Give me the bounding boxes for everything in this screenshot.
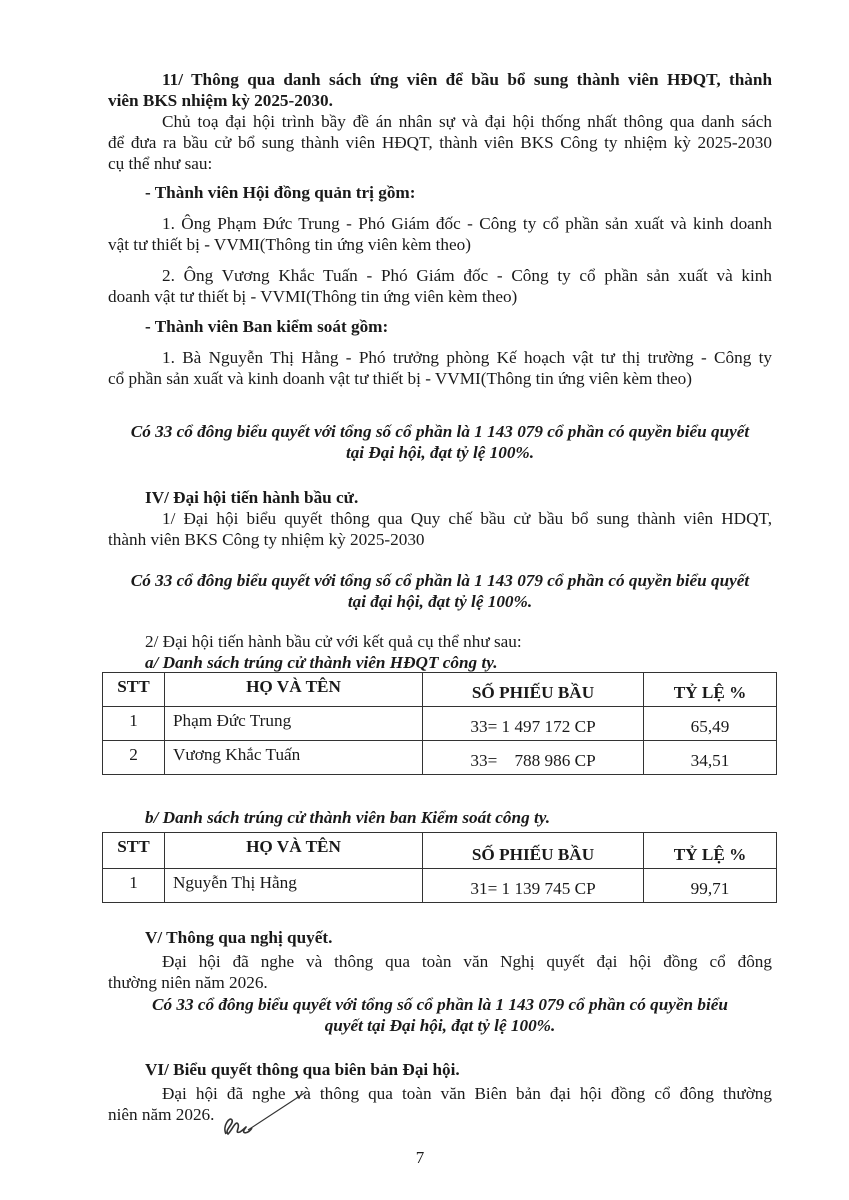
cell-stt: 1 <box>103 869 165 903</box>
section-iv-title: IV/ Đại hội tiến hành bầu cử. <box>145 488 359 507</box>
board-election-results-table <box>102 672 777 775</box>
cell-name: Vương Khắc Tuấn <box>165 741 423 775</box>
board-candidate-2-cont: doanh vật tư thiết bị - VVMI(Thông tin ứng viên kèm theo) <box>108 287 518 306</box>
table-row <box>103 869 777 903</box>
section-11-vote-result-cont: tại Đại hội, đạt tỷ lệ 100%. <box>345 443 535 462</box>
section-vi-body: Đại hội đã nghe và thông qua toàn văn Biên bản đại hội đồng cổ đông thường <box>162 1084 772 1103</box>
section-v-vote-result-cont: quyết tại Đại hội, đạt tỷ lệ 100%. <box>324 1016 556 1035</box>
board-members-heading: - Thành viên Hội đồng quản trị gồm: <box>145 183 416 202</box>
column-header-rate: TỶ LỆ % <box>644 833 777 869</box>
section-iv-vote-result-cont: tại đại hội, đạt tỷ lệ 100%. <box>347 592 533 611</box>
cell-stt: 1 <box>103 707 165 741</box>
table-a-title: a/ Danh sách trúng cử thành viên HĐQT công ty. <box>145 653 498 672</box>
section-11-vote-result: Có 33 cổ đông biểu quyết với tổng số cổ phần là 1 143 079 cổ phần có quyền biểu quyết <box>130 422 750 441</box>
column-header-votes: SỐ PHIẾU BẦU <box>423 833 644 869</box>
section-iv-item-2: 2/ Đại hội tiến hành bầu cử với kết quả cụ thể như sau: <box>145 632 522 651</box>
section-iv-item-1: 1/ Đại hội biểu quyết thông qua Quy chế bầu cử bầu bổ sung thành viên HDQT, <box>162 509 772 528</box>
section-vi-title: VI/ Biểu quyết thông qua biên bản Đại hội. <box>145 1060 460 1079</box>
cell-rate: 34,51 <box>644 741 777 775</box>
section-iv-vote-result: Có 33 cổ đông biểu quyết với tổng số cổ phần là 1 143 079 cổ phần có quyền biểu quyết <box>130 571 750 590</box>
section-v-title: V/ Thông qua nghị quyết. <box>145 928 333 947</box>
table-header-row <box>103 673 777 707</box>
table-row <box>103 741 777 775</box>
page-number: 7 <box>415 1148 425 1167</box>
cell-rate: 99,71 <box>644 869 777 903</box>
handwritten-initials-signature <box>218 1090 308 1140</box>
section-11-title: 11/ Thông qua danh sách ứng viên để bầu bổ sung thành viên HĐQT, thành <box>162 70 772 89</box>
section-11-title-cont: viên BKS nhiệm kỳ 2025-2030. <box>108 91 333 110</box>
section-v-body-cont: thường niên năm 2026. <box>108 973 268 992</box>
column-header-name: HỌ VÀ TÊN <box>165 673 423 707</box>
section-11-intro-cont: để đưa ra bầu cử bổ sung thành viên HĐQT, thành viên BKS Công ty nhiệm kỳ 2025-2030 <box>108 133 772 152</box>
cell-votes: 33= 788 986 CP <box>423 741 644 775</box>
cell-rate: 65,49 <box>644 707 777 741</box>
section-11-intro-end: cụ thể như sau: <box>108 154 213 173</box>
section-v-vote-result: Có 33 cổ đông biểu quyết với tổng số cổ phần là 1 143 079 cổ phần có quyền biểu <box>152 995 728 1014</box>
section-v-body: Đại hội đã nghe và thông qua toàn văn Nghị quyết đại hội đồng cổ đông <box>162 952 772 971</box>
supervisory-candidate-1: 1. Bà Nguyễn Thị Hằng - Phó trưởng phòng Kế hoạch vật tư thị trường - Công ty <box>162 348 772 367</box>
cell-stt: 2 <box>103 741 165 775</box>
cell-name: Phạm Đức Trung <box>165 707 423 741</box>
table-b-title: b/ Danh sách trúng cử thành viên ban Kiểm soát công ty. <box>145 808 551 827</box>
column-header-name: HỌ VÀ TÊN <box>165 833 423 869</box>
section-vi-body-cont: niên năm 2026. <box>108 1105 215 1124</box>
column-header-rate: TỶ LỆ % <box>644 673 777 707</box>
section-11-intro: Chủ toạ đại hội trình bầy đề án nhân sự và đại hội thống nhất thông qua danh sách <box>162 112 772 131</box>
column-header-stt: STT <box>103 833 165 869</box>
cell-votes: 31= 1 139 745 CP <box>423 869 644 903</box>
cell-votes: 33= 1 497 172 CP <box>423 707 644 741</box>
board-candidate-2: 2. Ông Vương Khắc Tuấn - Phó Giám đốc - Công ty cổ phần sản xuất và kinh <box>162 266 772 285</box>
board-candidate-1: 1. Ông Phạm Đức Trung - Phó Giám đốc - Công ty cổ phần sản xuất và kinh doanh <box>162 214 772 233</box>
section-iv-item-1-cont: thành viên BKS Công ty nhiệm kỳ 2025-2030 <box>108 530 425 549</box>
table-header-row <box>103 833 777 869</box>
supervisory-election-results-table <box>102 832 777 903</box>
cell-name: Nguyễn Thị Hằng <box>165 869 423 903</box>
supervisory-candidate-1-cont: cổ phần sản xuất và kinh doanh vật tư thiết bị - VVMI(Thông tin ứng viên kèm theo) <box>108 369 692 388</box>
column-header-votes: SỐ PHIẾU BẦU <box>423 673 644 707</box>
column-header-stt: STT <box>103 673 165 707</box>
table-row <box>103 707 777 741</box>
supervisory-members-heading: - Thành viên Ban kiểm soát gồm: <box>145 317 389 336</box>
board-candidate-1-cont: vật tư thiết bị - VVMI(Thông tin ứng viên kèm theo) <box>108 235 471 254</box>
